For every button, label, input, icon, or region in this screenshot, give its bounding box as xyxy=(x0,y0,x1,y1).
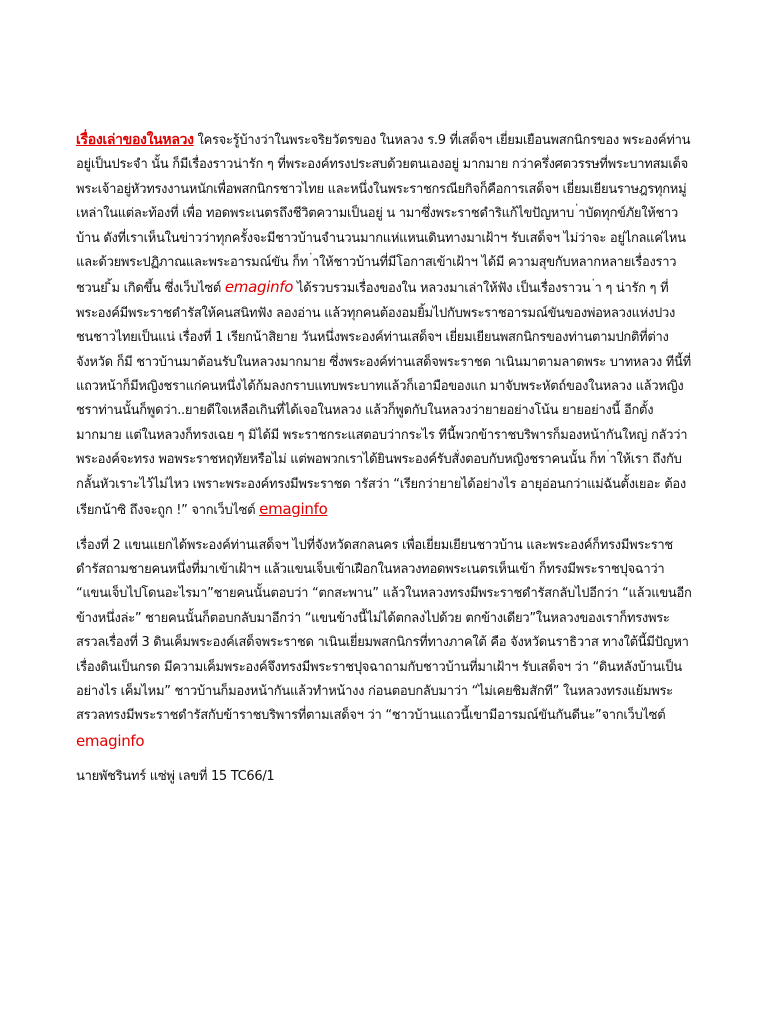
paragraph-1 xyxy=(76,128,692,524)
emaginfo-link-2[interactable]: emaginfo xyxy=(76,731,145,750)
paragraph-1-text-b: ได้รวบรวมเรื่องของใน หลวงมาเล่าให้ฟัง เป็นเรื่องราวน ่า ๆ น่ารัก ๆ ที่พระองค์มีพระราชดำรัสให้คนสนิทฟัง ลองอ่าน แล้วทุกคนต้องอมยิ้มไปกับพระราชอารมณ์ขันของพ่อหลวงแห่งปวงชนชาวไทยเป็นแน่ เรื่องที่ 1 เรียกน้าสิยาย วันหนึ่งพระองค์ท่านเสด็จฯ เยี่ยมเยียนพสกนิกรของท่านตามปกติที่ต่างจังหวัด ก็มี ชาวบ้านมาต้อนรับในหลวงมากมาย ซึ่งพระองค์ท่านเสด็จพระราชด าเนินมาตามลาดพระ บาทหลวง ทีนี้ที่แถวหน้าก็มีหญิงชราแก่คนหนึ่งได้ก้มลงกราบแทบพระบาทแล้วก็เอามือของแก มาจับพระหัตถ์ของในหลวง แล้วหญิงชราท่านนั้นก็พูดว่า..ยายดีใจเหลือเกินที่ได้เจอในหลวง แล้วก็พูดกับในหลวงว่ายายอย่างโน้น ยายอย่างนี้ อีกตั้งมากมาย แต่ในหลวงก็ทรงเฉย ๆ มิได้มี พระราชกระแสตอบว่ากระไร ทีนี้พวกข้าราชบริพารก็มองหน้ากันใหญ่ กลัวว่าพระองค์จะทรง พอพระราชหฤทัยหรือไม่ แต่พอพวกเราได้ยินพระองค์รับสั่งตอบกับหญิงชราคนนั้น ก็ท ่าให้เรา ถึงกับกลั้นหัวเราะไว้ไม่ไหว เพราะพระองค์ทรงมีพระราชด ารัสว่า “เรียกว่ายายได้อย่างไร อายุอ่อนกว่าแม่ฉันตั้งเยอะ ต้องเรียกน้าซิ ถึงจะถูก !” จากเว็บไซต์ xyxy=(76,281,691,519)
paragraph-1-text-a: ใครจะรู้บ้างว่าในพระจริยวัตรของ ในหลวง ร.9 ที่เสด็จฯ เยี่ยมเยือนพสกนิกรของ พระองค์ท่านอยู่เป็นประจำ นั้น ก็มีเรื่องราวน่ารัก ๆ ที่พระองค์ทรงประสบด้วยตนเองอยู่ มากมาย กว่าครึ่งศตวรรษที่พระบาทสมเด็จพระเจ้าอยู่หัวทรงงานหนักเพื่อพสกนิกรชาวไทย และหนึ่งในพระราชกรณียกิจก็คือการเสด็จฯ เยี่ยมเยียนราษฎรทุกหมู่เหล่าในแต่ละท้องที่ เพื่อ ทอดพระเนตรถึงชีวิตความเป็นอยู่ น ามาซึ่งพระราชดำริแก้ไขปัญหาบ ่าบัดทุกข์ภัยให้ชาวบ้าน ดังที่เราเห็นในข่าวว่าทุกครั้งจะมีชาวบ้านจำนวนมากแห่แหนเดินทางมาเฝ้าฯ รับเสด็จฯ ไม่ว่าจะ อยู่ไกลแค่ไหน และด้วยพระปฏิภาณและพระอารมณ์ขัน ก็ท ่าให้ชาวบ้านที่มีโอกาสเข้าเฝ้าฯ ได้มี ความสุขกับหลากหลายเรื่องราวชวนย ิ้ม เกิดขึ้น ซึ่งเว็บไซต์ xyxy=(76,133,691,297)
paragraph-2-text: เรื่องที่ 2 แขนแยกได้พระองค์ท่านเสด็จฯ ไปที่จังหวัดสกลนคร เพื่อเยี่ยมเยียนชาวบ้าน และพระองค์ก็ทรงมีพระราชดำรัสถามชายคนหนึ่งที่มาเข้าเฝ้าฯ แล้วแขนเจ็บเข้าเฝือกในหลวงทอดพระเนตรเห็นเข้า ก็ทรงมีพระราชปุจฉาว่า “แขนเจ็บไปโดนอะไรมา”ชายคนนั้นตอบว่า “ตกสะพาน” แล้วในหลวงทรงมีพระราชดำรัสกลับไปอีกว่า “แล้วแขนอีกข้างหนึ่งล่ะ” ชายคนนั้นก็ตอบกลับมาอีกว่า “แขนข้างนี้ไม่ได้ตกลงไปด้วย ตกข้างเดียว”ในหลวงของเราก็ทรงพระสรวลเรื่องที่ 3 ดินเค็มพระองค์เสด็จพระราชด าเนินเยี่ยมพสกนิกรที่ทางภาคใต้ คือ จังหวัดนราธิวาส ทางใต้นี้มีปัญหาเรื่องดินเป็นกรด มีความเค็มพระองค์จึงทรงมีพระราชปุจฉาถามกับชาวบ้านที่มาเฝ้าฯ รับเสด็จฯ ว่า “ดินหลังบ้านเป็นอย่างไร เค็มไหม” ชาวบ้านก็มองหน้ากันแล้วทำหน้างง ก่อนตอบกลับมาว่า “ไม่เคยชิมสักที” ในหลวงทรงแย้มพระสรวลทรงมีพระราชดำรัสกับข้าราชบริพารที่ตามเสด็จฯ ว่า “ชาวบ้านแถวนี้เขามีอารมณ์ขันกันดีนะ”จากเว็บไซต์ xyxy=(76,537,692,724)
emaginfo-italic-link[interactable]: emaginfo xyxy=(224,278,294,297)
document-page xyxy=(76,128,692,800)
author-footer: นายพัชรินทร์ แซ่พู่ เลขที่ 15 TC66/1 xyxy=(76,769,275,785)
emaginfo-link[interactable]: emaginfo xyxy=(259,500,328,519)
title-link[interactable]: เรื่องเล่าของในหลวง xyxy=(76,132,194,148)
paragraph-2 xyxy=(76,534,692,756)
